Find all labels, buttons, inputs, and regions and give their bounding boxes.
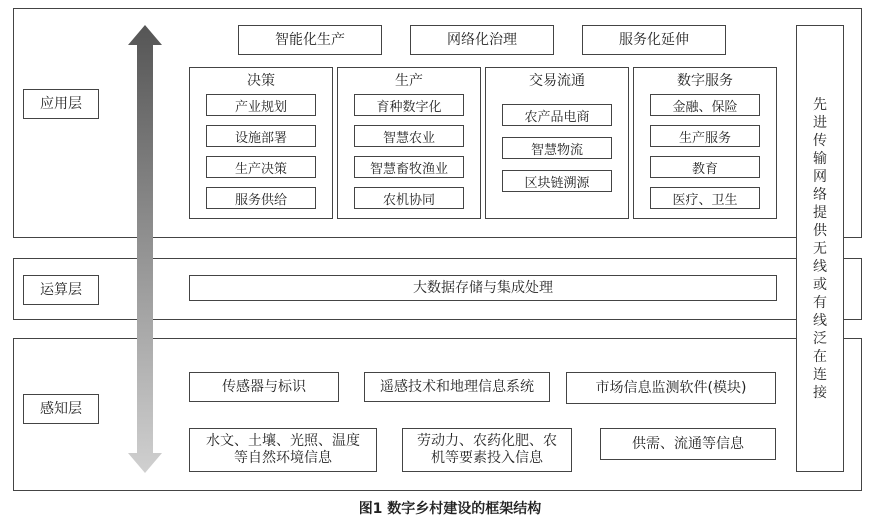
list-item: 智慧畜牧渔业 [354,156,464,178]
natural-environment-info-box [189,428,377,472]
column-title: 交易流通 [529,73,585,89]
list-item: 生产服务 [650,125,760,147]
vertical-char: 供 [813,222,827,239]
list-item: 育种数字化 [354,94,464,116]
list-item: 生产决策 [206,156,316,178]
list-item: 教育 [650,156,760,178]
top-tag-network-governance: 网络化治理 [410,25,554,55]
top-tag-smart-production: 智能化生产 [238,25,382,55]
vertical-char: 在 [813,348,827,365]
vertical-char: 线 [813,258,827,275]
box-line: 机等要素投入信息 [431,450,543,466]
list-item: 区块链溯源 [502,170,612,192]
perception-layer-label: 感知层 [23,394,99,424]
network-connection-box [796,25,844,472]
list-item: 农产品电商 [502,104,612,126]
top-tag-service-extension: 服务化延伸 [582,25,726,55]
sensor-identification-box: 传感器与标识 [189,372,339,402]
vertical-char: 线 [813,312,827,329]
computing-layer-label: 运算层 [23,275,99,305]
list-item: 智慧农业 [354,125,464,147]
double-arrow-icon [128,25,162,475]
vertical-char: 泛 [813,330,827,347]
list-item: 服务供给 [206,187,316,209]
column-decision [189,67,333,219]
column-title: 生产 [395,73,423,89]
vertical-char: 或 [813,276,827,293]
vertical-char: 进 [813,114,827,131]
vertical-char: 接 [813,384,827,401]
column-digital-services [633,67,777,219]
vertical-char: 无 [813,240,827,257]
list-item: 产业规划 [206,94,316,116]
box-line: 劳动力、农药化肥、农 [417,433,557,449]
vertical-char: 先 [813,96,827,113]
market-monitoring-software-box: 市场信息监测软件(模块) [566,372,776,404]
column-trade-circulation [485,67,629,219]
vertical-char: 提 [813,204,827,221]
vertical-char: 络 [813,186,827,203]
vertical-char: 网 [813,168,827,185]
column-title: 数字服务 [677,73,733,89]
vertical-char: 输 [813,150,827,167]
list-item: 金融、保险 [650,94,760,116]
list-item: 设施部署 [206,125,316,147]
list-item: 智慧物流 [502,137,612,159]
column-title: 决策 [247,73,275,89]
box-line: 等自然环境信息 [234,450,332,466]
remote-sensing-gis-box: 遥感技术和地理信息系统 [364,372,550,402]
box-line: 水文、土壤、光照、温度 [206,433,360,449]
vertical-char: 连 [813,366,827,383]
box-line: 供需、流通等信息 [632,435,744,452]
application-layer-label: 应用层 [23,89,99,119]
vertical-char: 有 [813,294,827,311]
list-item: 农机协同 [354,187,464,209]
supply-circulation-info-box [600,428,776,460]
list-item: 医疗、卫生 [650,187,760,209]
figure-caption: 图1 数字乡村建设的框架结构 [358,501,542,517]
big-data-processing-box: 大数据存储与集成处理 [189,275,777,301]
column-production [337,67,481,219]
factor-input-info-box [402,428,572,472]
vertical-char: 传 [813,132,827,149]
